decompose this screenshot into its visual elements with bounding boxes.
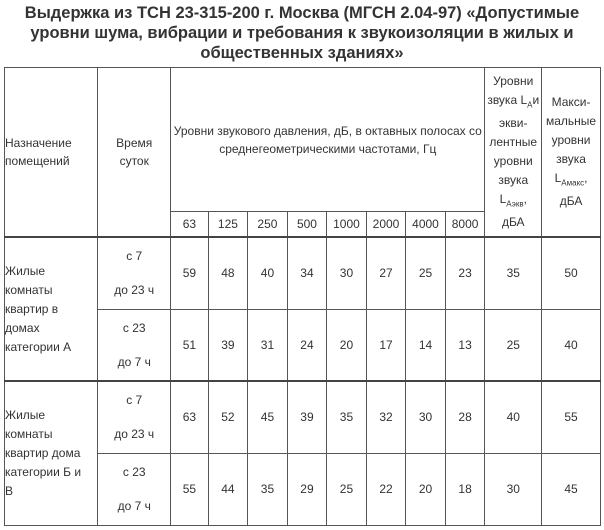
level-cell: 35 xyxy=(327,381,367,453)
frequency-header: 500 xyxy=(287,212,327,238)
frequency-header: 8000 xyxy=(445,212,485,238)
equivalent-level-cell: 40 xyxy=(485,381,542,453)
level-cell: 35 xyxy=(248,453,288,525)
room-purpose-cell: Жилые комнаты квартир в домах категории А xyxy=(5,237,98,381)
max-level-cell: 40 xyxy=(542,309,601,381)
level-cell: 30 xyxy=(327,237,367,309)
level-cell: 55 xyxy=(171,453,208,525)
level-cell: 20 xyxy=(327,309,367,381)
frequency-header: 125 xyxy=(208,212,248,238)
level-cell: 63 xyxy=(171,381,208,453)
table-row xyxy=(5,381,601,453)
frequency-header: 1000 xyxy=(327,212,367,238)
header-row xyxy=(5,68,601,212)
room-group-category-a xyxy=(5,237,601,381)
level-cell: 30 xyxy=(406,381,446,453)
level-cell: 40 xyxy=(248,237,288,309)
frequency-header: 250 xyxy=(248,212,288,238)
level-cell: 25 xyxy=(406,237,446,309)
level-cell: 28 xyxy=(445,381,485,453)
title-line-2: уровни шума, вибрации и требования к звукоизоляции в жилых и xyxy=(30,24,574,42)
level-cell: 39 xyxy=(287,381,327,453)
sound-pressure-header: Уровни звукового давления, дБ, в октавных полосах со среднегеометрическими частотами, Гц xyxy=(171,68,485,212)
frequency-header: 4000 xyxy=(406,212,446,238)
time-of-day-cell: с 7 до 23 ч xyxy=(98,237,171,309)
document-title xyxy=(0,3,604,63)
level-cell: 18 xyxy=(445,453,485,525)
level-cell: 39 xyxy=(208,309,248,381)
equivalent-level-cell: 25 xyxy=(485,309,542,381)
level-cell: 45 xyxy=(248,381,288,453)
time-of-day-cell: с 23 до 7 ч xyxy=(98,453,171,525)
max-level-cell: 55 xyxy=(542,381,601,453)
level-cell: 34 xyxy=(287,237,327,309)
noise-norms-table xyxy=(4,67,601,526)
level-cell: 29 xyxy=(287,453,327,525)
level-cell: 27 xyxy=(366,237,406,309)
level-cell: 32 xyxy=(366,381,406,453)
level-cell: 52 xyxy=(208,381,248,453)
level-cell: 13 xyxy=(445,309,485,381)
level-cell: 23 xyxy=(445,237,485,309)
level-cell: 51 xyxy=(171,309,208,381)
room-group-category-b xyxy=(5,381,601,525)
title-line-3: общественных зданиях» xyxy=(200,44,404,62)
time-of-day-cell: с 23 до 7 ч xyxy=(98,309,171,381)
equivalent-level-header: Уровни звука $L_Aи$ экви- лентные уровни звука $L_{Аэкв}$, дБА xyxy=(485,68,542,238)
table-row xyxy=(5,237,601,309)
time-of-day-header: Время суток xyxy=(98,68,171,238)
level-cell: 44 xyxy=(208,453,248,525)
level-cell: 20 xyxy=(406,453,446,525)
frequency-header: 63 xyxy=(171,212,208,238)
level-cell: 25 xyxy=(327,453,367,525)
max-level-cell: 45 xyxy=(542,453,601,525)
equivalent-level-cell: 35 xyxy=(485,237,542,309)
max-level-header: Макси- мальные уровни звука $L_{Амакс}$, дБА xyxy=(542,68,601,238)
level-cell: 14 xyxy=(406,309,446,381)
level-cell: 48 xyxy=(208,237,248,309)
level-cell: 22 xyxy=(366,453,406,525)
level-cell: 17 xyxy=(366,309,406,381)
title-line-1: Выдержка из ТСН 23-315-200 г. Москва (МГСН 2.04-97) «Допустимые xyxy=(24,4,580,22)
equivalent-level-cell: 30 xyxy=(485,453,542,525)
room-purpose-header: Назначение помещений xyxy=(5,68,98,238)
level-cell: 31 xyxy=(248,309,288,381)
level-cell: 24 xyxy=(287,309,327,381)
max-level-cell: 50 xyxy=(542,237,601,309)
room-purpose-cell: Жилые комнаты квартир дома категории Б и В xyxy=(5,381,98,525)
time-of-day-cell: с 7 до 23 ч xyxy=(98,381,171,453)
frequency-header: 2000 xyxy=(366,212,406,238)
level-cell: 59 xyxy=(171,237,208,309)
